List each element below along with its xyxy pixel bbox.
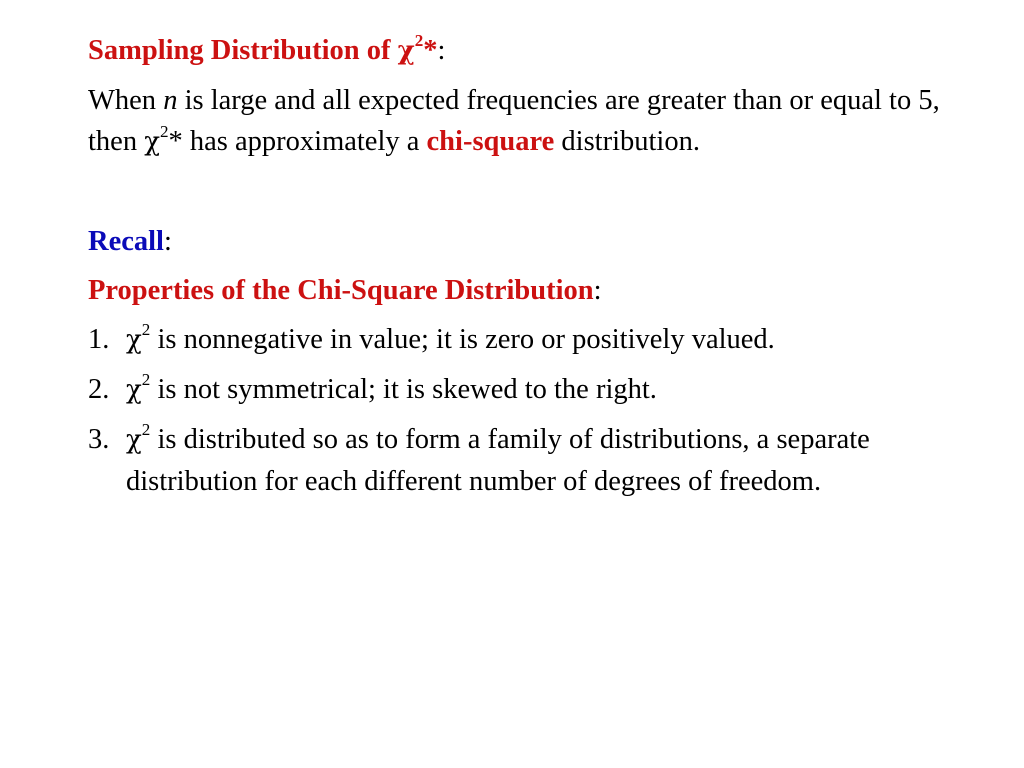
chi-symbol: χ	[126, 325, 142, 355]
property-item	[88, 369, 968, 411]
property-item	[88, 319, 968, 361]
chi-exponent: 2	[159, 122, 169, 142]
chi-symbol: χ	[397, 36, 415, 66]
chi-symbol: χ	[126, 375, 142, 405]
sampling-heading-title: Sampling Distribution of	[88, 35, 398, 66]
properties-colon: :	[593, 275, 602, 306]
sampling-distribution-heading	[88, 30, 968, 72]
recall-heading	[88, 221, 968, 262]
slide-content	[88, 30, 968, 510]
chi-symbol: χ	[126, 425, 142, 455]
recall-label: Recall	[88, 226, 164, 257]
paragraph-text-4: distribution.	[554, 126, 700, 157]
recall-colon: :	[163, 226, 172, 257]
large-n-paragraph	[88, 80, 968, 163]
chi-exponent: 2	[141, 420, 151, 440]
properties-title: Properties of the Chi-Square Distribution	[88, 275, 594, 306]
n-variable: n	[163, 85, 178, 116]
paragraph-text-3: * has approximately a	[168, 126, 427, 157]
item-text: is distributed so as to form a family of distributions, a separate distribution for each different number of degrees of freedom.	[126, 424, 870, 497]
chi-exponent: 2	[414, 31, 424, 51]
chi-star: *	[423, 35, 438, 66]
heading-colon: :	[437, 35, 446, 66]
item-number: 1.	[88, 324, 110, 355]
paragraph-text-1: When	[88, 85, 164, 116]
properties-heading	[88, 270, 968, 311]
properties-list	[88, 319, 968, 502]
chi-symbol: χ	[144, 127, 160, 157]
paragraph-text-2: is large and all expected frequencies are greater than or equal to 5, then	[88, 85, 940, 157]
chi-exponent: 2	[141, 370, 151, 390]
item-number: 2.	[88, 374, 110, 405]
property-item	[88, 419, 968, 502]
item-text: is nonnegative in value; it is zero or positively valued.	[150, 324, 775, 355]
chi-square-emphasis: chi-square	[426, 126, 555, 157]
chi-exponent: 2	[141, 320, 151, 340]
item-text: is not symmetrical; it is skewed to the right.	[150, 374, 657, 405]
item-number: 3.	[88, 424, 110, 455]
